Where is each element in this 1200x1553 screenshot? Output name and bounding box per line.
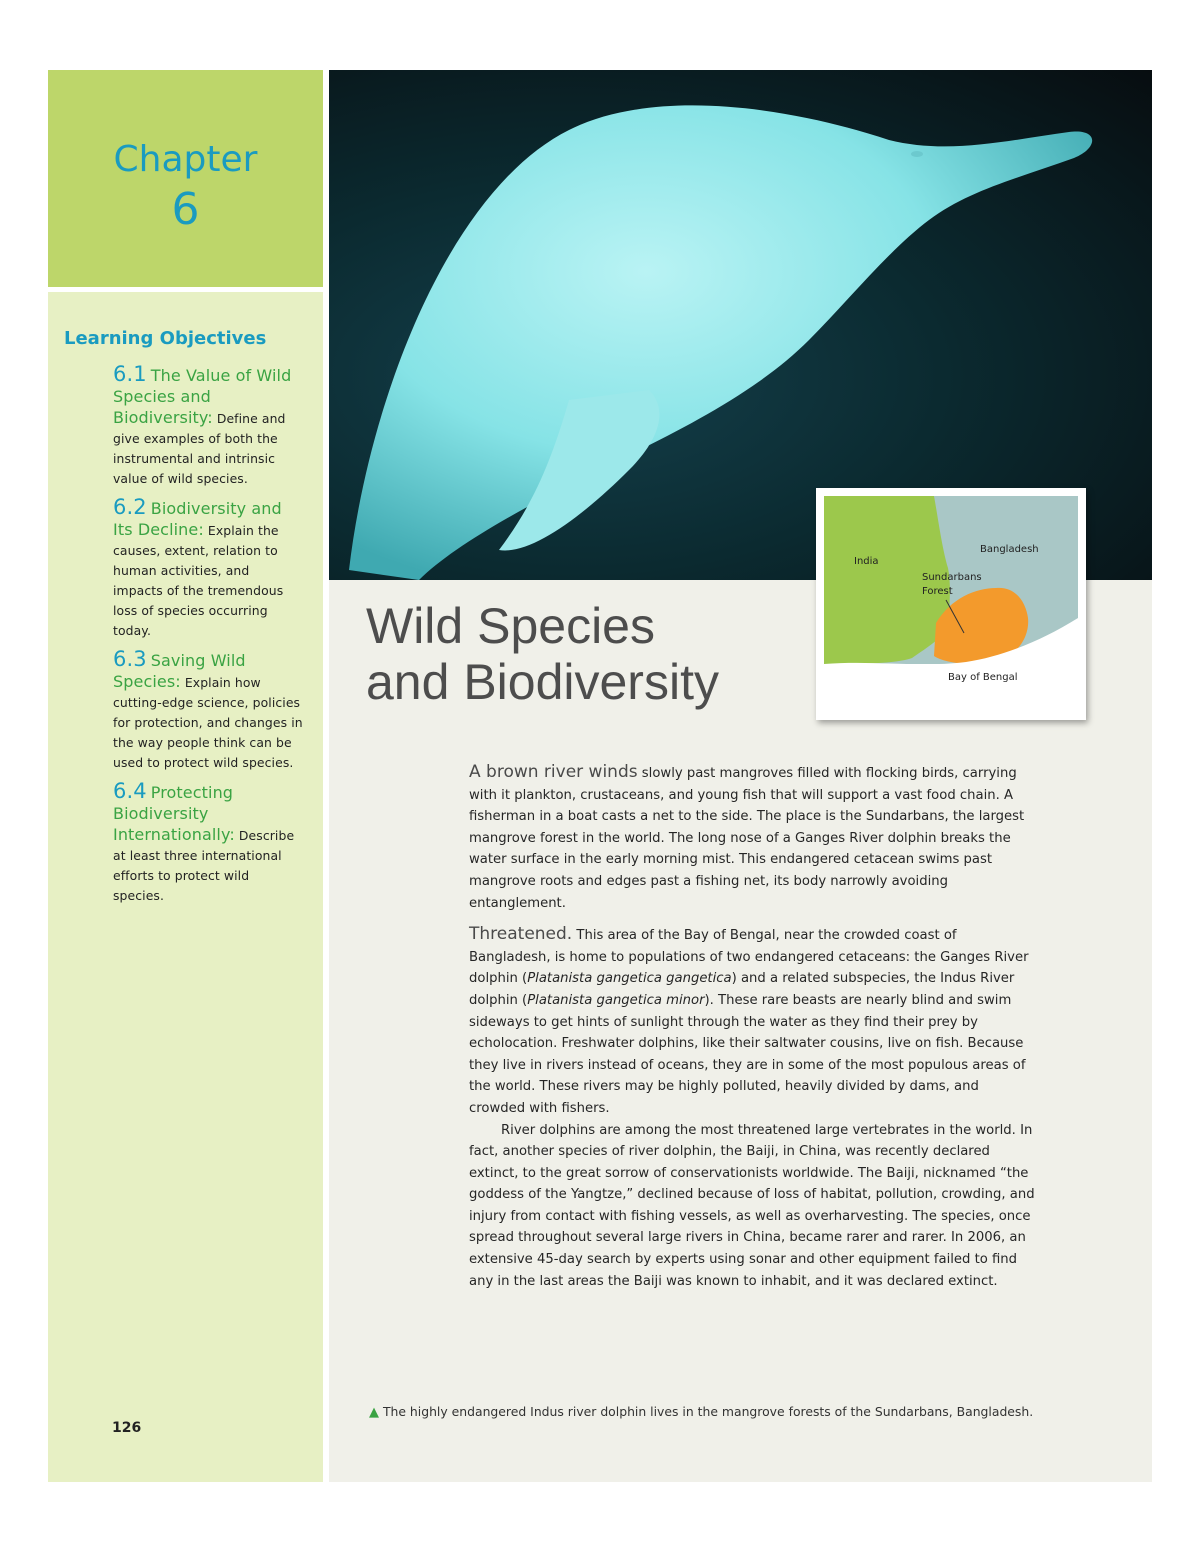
objective-text: Define and give examples of both the instrumental and intrinsic value of wild species. [113, 411, 286, 486]
body-text [469, 762, 1039, 1292]
paragraph-3: River dolphins are among the most threatened large vertebrates in the world. In fact, another species of river dolphin, the Baiji, in China, was recently declared extinct, to the great sorrow of conservationists worldwide. The Baiji, nicknamed “the goddess of the Yangtze,” declined because of loss of habitat, pollution, crowding, and injury from contact with fishing vessels, as well as overharvesting. The species, once spread throughout several large rivers in China, became rarer and rarer. In 2006, an extensive 45-day search by experts using sonar and other equipment failed to find any in the last areas the Baiji was known to inhabit, and it was declared extinct. [469, 1122, 1035, 1289]
objective-text: Explain the causes, extent, relation to human activities, and impacts of the tremendous loss of species occurring today. [113, 523, 284, 638]
paragraph-2-lead: Threatened. [469, 924, 573, 945]
objective-6-1 [113, 364, 303, 489]
page-number: 126 [112, 1420, 142, 1436]
paragraph-1-text: slowly past mangroves filled with flocking birds, carrying with it plankton, crustaceans, and young fish that will support a vast food chain. A fisherman in a boat casts a net to the side. The place is the Sundarbans, the largest mangrove forest in the world. The long nose of a Ganges River dolphin breaks the water surface in the early morning mist. This endangered cetacean swims past mangrove roots and edges past a fishing net, its body narrowly avoiding entanglement. [469, 766, 1025, 911]
title-line-1: Wild Species [366, 598, 655, 654]
photo-caption [369, 1404, 1033, 1420]
paragraph-2-text-b: ) and a related subspecies, the Indus River dolphin ( [469, 971, 1015, 1008]
objective-text: Explain how cutting-edge science, policies for protection, and changes in the way people think can be used to protect wild species. [113, 675, 303, 770]
caption-text: The highly endangered Indus river dolphin lives in the mangrove forests of the Sundarbans, Bangladesh. [379, 1404, 1034, 1419]
paragraph-2-text-c: ). These rare beasts are nearly blind and swim sideways to get hints of sunlight through the water as they find their prey by echolocation. Freshwater dolphins, like their saltwater cousins, live on fish. Because they live in rivers instead of oceans, they are in some of the most populous areas of the world. These rivers may be highly polluted, heavily divided by dams, and crowded with fishers. [469, 992, 1026, 1116]
title-line-2: and Biodiversity [366, 654, 719, 710]
paragraph-1-lead: A brown river winds [469, 762, 638, 782]
sundarbans-map [816, 488, 1086, 720]
map-label-forest: Forest [922, 586, 953, 597]
map-label-sundarbans: Sundarbans [922, 572, 982, 583]
objective-title: Protecting Biodiversity Internationally: [113, 783, 235, 844]
scientific-name-indus: Platanista gangetica minor [527, 992, 705, 1008]
objective-number: 6.3 [113, 647, 147, 671]
objective-number: 6.1 [113, 362, 147, 386]
objective-title: The Value of Wild Species and Biodiversity: [113, 366, 292, 427]
learning-objectives-heading: Learning Objectives [64, 328, 267, 349]
paragraph-2-text-a: This area of the Bay of Bengal, near the crowded coast of Bangladesh, is home to populations of two endangered cetaceans: the Ganges River dolphin ( [469, 928, 1029, 987]
chapter-title [366, 598, 719, 710]
objective-6-3 [113, 649, 303, 773]
chapter-label: Chapter [113, 139, 258, 180]
map-label-bay: Bay of Bengal [948, 672, 1018, 683]
objective-text: Describe at least three international efforts to protect wild species. [113, 828, 295, 903]
map-label-bangladesh: Bangladesh [980, 544, 1039, 555]
objective-title: Biodiversity and Its Decline: [113, 499, 282, 539]
caption-marker: ▲ [369, 1405, 379, 1420]
map-graphic [816, 488, 1086, 720]
objective-6-2 [113, 497, 303, 641]
scientific-name-ganges: Platanista gangetica gangetica [527, 971, 732, 987]
objective-number: 6.2 [113, 495, 147, 519]
map-label-india: India [854, 556, 879, 567]
chapter-number: 6 [171, 184, 200, 235]
paragraph-1 [469, 762, 1039, 914]
learning-objectives-list [113, 364, 303, 914]
objective-title: Saving Wild Species: [113, 651, 246, 691]
objective-6-4 [113, 781, 303, 906]
objective-number: 6.4 [113, 779, 147, 803]
chapter-box [48, 70, 323, 287]
paragraph-2 [469, 924, 1039, 1119]
